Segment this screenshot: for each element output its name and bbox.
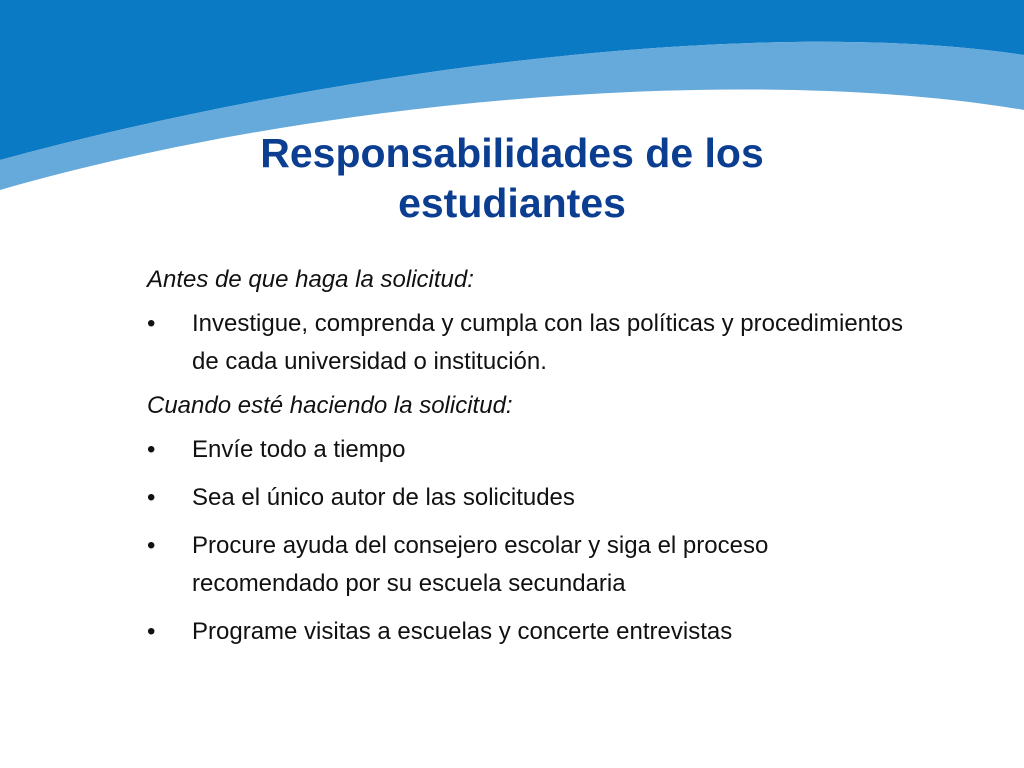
bullet-marker: • [147, 436, 156, 463]
bullet-item [147, 613, 907, 651]
section-heading: Antes de que haga la solicitud: [147, 266, 474, 293]
bullet-item [147, 527, 907, 603]
section-while-applying [147, 390, 907, 651]
slide-title: Responsabilidades de los estudiantes [260, 130, 764, 226]
bullet-item [147, 479, 907, 517]
bullet-item [147, 431, 907, 469]
bullet-marker: • [147, 484, 156, 511]
slide-content [147, 264, 907, 660]
bullet-marker: • [147, 310, 156, 337]
bullet-text: Procure ayuda del consejero escolar y siga el proceso recomendado por su escuela secundaria [192, 532, 769, 597]
bullet-text: Programe visitas a escuelas y concerte entrevistas [192, 618, 733, 645]
bullet-list [147, 305, 907, 381]
bullet-text: Sea el único autor de las solicitudes [192, 484, 575, 511]
bullet-list [147, 431, 907, 651]
bullet-marker: • [147, 618, 156, 645]
section-heading: Cuando esté haciendo la solicitud: [147, 392, 513, 419]
bullet-text: Envíe todo a tiempo [192, 436, 406, 463]
bullet-text: Investigue, comprenda y cumpla con las políticas y procedimientos de cada universidad o institución. [192, 310, 904, 375]
bullet-marker: • [147, 532, 156, 559]
bullet-item [147, 305, 907, 381]
section-before-applying [147, 264, 907, 381]
